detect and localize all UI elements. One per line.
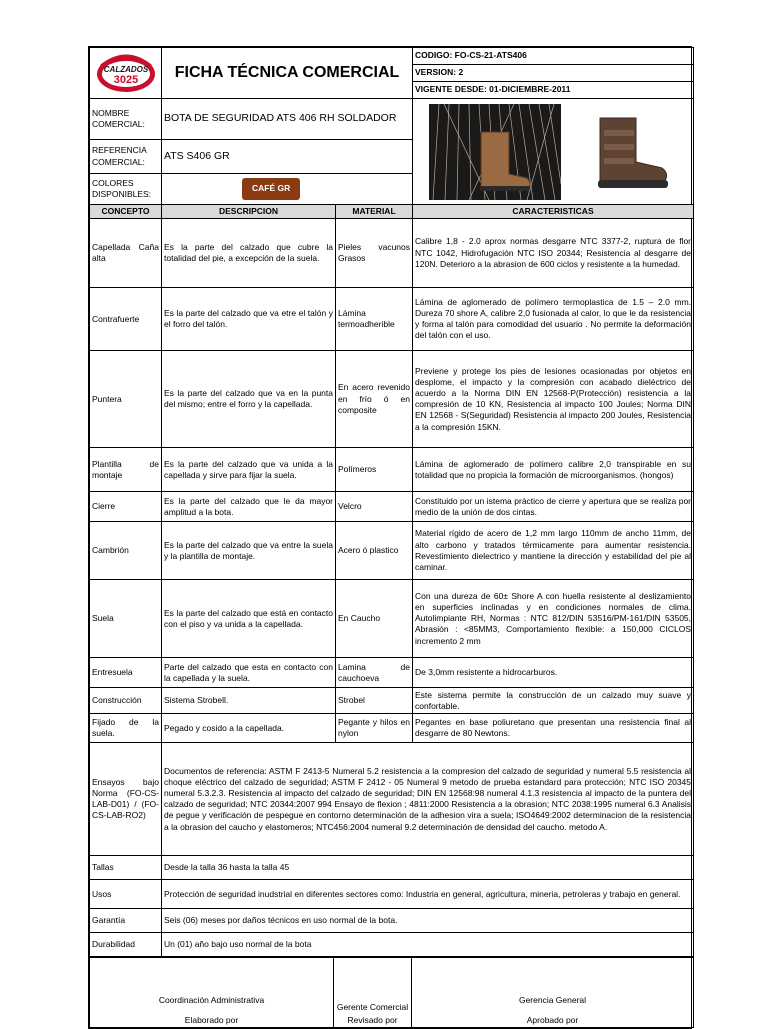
technical-sheet [88, 46, 692, 1029]
descripcion-cell: Es la parte del calzado que va etre el talón y el forro del talón. [162, 288, 336, 351]
caracteristicas-cell: Constituido por un istema práctico de cierre y apertura que se realiza por medio de la unión de dos cintas. [413, 492, 694, 522]
concepto-cell: Cambrión [90, 522, 162, 580]
signature-middle [334, 958, 412, 1028]
table-row [90, 448, 694, 492]
material-cell: En acero revenido en frío ó en composite [336, 351, 413, 448]
durabilidad-text: Un (01) año bajo uso normal de la bota [162, 933, 694, 957]
column-header-material: MATERIAL [336, 205, 413, 219]
logo-icon [95, 52, 157, 94]
descripcion-cell: Es la parte del calzado que le da mayor amplitud a la bota. [162, 492, 336, 522]
boot-product-photo [580, 104, 678, 200]
caracteristicas-cell: Pegantes en base poliuretano que presentan una resistencia final al desgarre de 80 Newtons. [413, 714, 694, 743]
column-header-caracteristicas: CARACTERISTICAS [413, 205, 694, 219]
concepto-cell: Contrafuerte [90, 288, 162, 351]
table-row [90, 880, 694, 909]
caracteristicas-cell: Este sistema permite la construcción de un calzado muy suave y confortable. [413, 688, 694, 714]
tallas-text: Desde la talla 36 hasta la talla 45 [162, 856, 694, 880]
descripcion-cell: Parte del calzado que esta en contacto con la capellada y la suela. [162, 658, 336, 688]
referencia-value: ATS S406 GR [162, 140, 413, 174]
welding-boot-photo [429, 104, 561, 200]
tallas-label: Tallas [90, 856, 162, 880]
svg-text:3025: 3025 [113, 74, 138, 86]
colores-label: COLORES DISPONIBLES: [90, 174, 162, 205]
usos-text: Protección de seguridad inudstrial en diferentes sectores como: Industria en general, agricultura, mineria, petroleras y trabajo en general. [162, 880, 694, 909]
signature-middle-sub: Revisado por [347, 1015, 398, 1025]
concepto-cell: Capellada Caña alta [90, 219, 162, 288]
concepto-cell: Suela [90, 580, 162, 658]
signature-right [412, 958, 694, 1028]
table-row [90, 288, 694, 351]
colores-value [162, 174, 413, 205]
table-row [90, 580, 694, 658]
material-cell: Lámina termoadherible [336, 288, 413, 351]
material-cell: En Caucho [336, 580, 413, 658]
nombre-value: BOTA DE SEGURIDAD ATS 406 RH SOLDADOR [162, 99, 413, 140]
ensayos-label: Ensayos bajo Norma (FO-CS-LAB-D01) / (FO-CS-LAB-RO2) [90, 743, 162, 856]
caracteristicas-cell: Lámina de aglomerado de polímero termoplastica de 1.5 – 2.0 mm. Dureza 70 shore A, calibre 2,0 fusionada al calor, lo que le da resistencia y forma al talón para comodidad del usuario . No permite la deformación del talón con el uso. [413, 288, 694, 351]
document-version: VERSION: 2 [413, 65, 694, 82]
table-row [90, 933, 694, 957]
descripcion-cell: Es la parte del calzado que cubre la totalidad del pie, a excepción de la suela. [162, 219, 336, 288]
table-row [90, 351, 694, 448]
material-cell: Velcro [336, 492, 413, 522]
caracteristicas-cell: Material rígido de acero de 1,2 mm largo 110mm de ancho 11mm, de alto carbono y tratados térmicamente para aumentar resistencia. Revestimiento dielectrico y mantiene la dirección y estabilidad del pie al caminar. [413, 522, 694, 580]
descripcion-cell: Pegado y cosido a la capellada. [162, 714, 336, 743]
table-row [90, 856, 694, 880]
material-cell: Pieles vacunos Grasos [336, 219, 413, 288]
ensayos-text: Documentos de referencia: ASTM F 2413-5 Numeral 5.2 resistencia a la compresion del calzado de seguridad y numeral 5.5 resistencia al choque eléctrico del calzado de seguridad; ASTM F 2412 - 05 Numeral 9 metodo de prueba estandard para protección; NTC ISO 20345 numeral 5.3.2.3. Resistencia al impacto del calzado de seguridad; DIN EN 12568:98 numeral 4.1.3 resistencia al impacto de la puntera del calzado de seguridad; NTC 20344:2007 994 Ensayo de flexion ; 4811:2000 Resistencia a la obrasion; NTC 2038:1995 numeral 6.3 Analisis de pegue y verificación de pespegue en contorno determinación de la adhesion vira a suela; ISO4649:2002 determinacion de la resistencia a la obrasion del caucho y elastomeros; NTC456:2004 numeral 9.2 determinación de densidad del caucho. metodo A. [162, 743, 694, 856]
color-badge: CAFÉ GR [242, 178, 300, 199]
caracteristicas-cell: Calibre 1,8 - 2.0 aprox normas desgarre NTC 3377-2, ruptura de flor NTC 1042, Hidrofugación NTC ISO 20344; Resistencia al desgarre de 120N. Deterioro a la abrasion de 600 ciclos y resistente a la humedad. [413, 219, 694, 288]
concepto-cell: Puntera [90, 351, 162, 448]
document-title: FICHA TÉCNICA COMERCIAL [162, 48, 413, 99]
nombre-label: NOMBRE COMERCIAL: [90, 99, 162, 140]
caracteristicas-cell: De 3,0mm resistente a hidrocarburos. [413, 658, 694, 688]
descripcion-cell: Es la parte del calzado que va unida a la capellada y sirve para fijar la suela. [162, 448, 336, 492]
caracteristicas-cell: Con una dureza de 60± Shore A con huella resistente al deslizamiento en superficies inclinadas y en condiciones normales de clima. Autolimpiante RH, Normas : NTC 812/DIN 53516/PM-161/DIN 53505, Abrasión : <85MM3, Comportamiento flexible: a 150,000 CICLOS incremento 2 mm [413, 580, 694, 658]
material-cell: Acero ó plastico [336, 522, 413, 580]
garantia-label: Garantía [90, 909, 162, 933]
descripcion-cell: Sistema Strobell. [162, 688, 336, 714]
caracteristicas-cell: Lámina de aglomerado de polímero calibre 2,0 transpirable en su totalidad que no propicia la formación de microorganismos. (hongos) [413, 448, 694, 492]
concepto-cell: Entresuela [90, 658, 162, 688]
usos-label: Usos [90, 880, 162, 909]
garantia-text: Seis (06) meses por daños técnicos en uso normal de la bota. [162, 909, 694, 933]
referencia-label: REFERENCIA COMERCIAL: [90, 140, 162, 174]
table-row [90, 658, 694, 688]
signature-left-sub: Elaborado por [184, 1015, 239, 1025]
descripcion-cell: Es la parte del calzado que va entre la suela y la plantilla de montaje. [162, 522, 336, 580]
column-header-concepto: CONCEPTO [90, 205, 162, 219]
table-row [90, 522, 694, 580]
table-row [90, 219, 694, 288]
caracteristicas-cell: Previene y protege los pies de lesiones ocasionadas por objetos en desplome, el impacto y la compresión con acabado dieléctrico de acuerdo a la Norma DIN EN 12568-P(Protección) resistencia a la compresión de 10 KN, Resistencia al impacto 100 Joules; Norma DIN EN 12568 - S(Seguridad) Resistencia al impacto 200 Joules, Resistencia a la compresión 15KN. [413, 351, 694, 448]
concepto-cell: Construcción [90, 688, 162, 714]
material-cell: Pegante y hilos en nylon [336, 714, 413, 743]
header-table [89, 47, 694, 957]
table-row [90, 743, 694, 856]
descripcion-cell: Es la parte del calzado que está en contacto con el piso y va unida a la capellada. [162, 580, 336, 658]
document-code: CODIGO: FO-CS-21-ATS406 [413, 48, 694, 65]
material-cell: Polímeros [336, 448, 413, 492]
concepto-cell: Fijado de la suela. [90, 714, 162, 743]
signature-right-role: Gerencia General [518, 994, 587, 1005]
svg-text:CALZADOS: CALZADOS [103, 65, 148, 74]
table-row [90, 688, 694, 714]
signature-right-sub: Aprobado por [526, 1015, 579, 1025]
concepto-cell: Plantilla de montaje [90, 448, 162, 492]
durabilidad-label: Durabilidad [90, 933, 162, 957]
signature-left [90, 958, 334, 1028]
company-logo [90, 48, 162, 99]
document-valid-from: VIGENTE DESDE: 01-DICIEMBRE-2011 [413, 82, 694, 99]
material-cell: Lamina de cauchoeva [336, 658, 413, 688]
product-photos [413, 99, 694, 205]
signature-table [89, 957, 694, 1028]
table-row [90, 714, 694, 743]
table-row [90, 909, 694, 933]
material-cell: Strobel [336, 688, 413, 714]
signature-left-role: Coordinación Administrativa [158, 994, 265, 1005]
descripcion-cell: Es la parte del calzado que va en la punta del mismo; entre el forro y la capellada. [162, 351, 336, 448]
signature-middle-role: Gerente Comercial [336, 1001, 409, 1012]
table-row [90, 492, 694, 522]
concepto-cell: Cierre [90, 492, 162, 522]
column-header-descripcion: DESCRIPCION [162, 205, 336, 219]
